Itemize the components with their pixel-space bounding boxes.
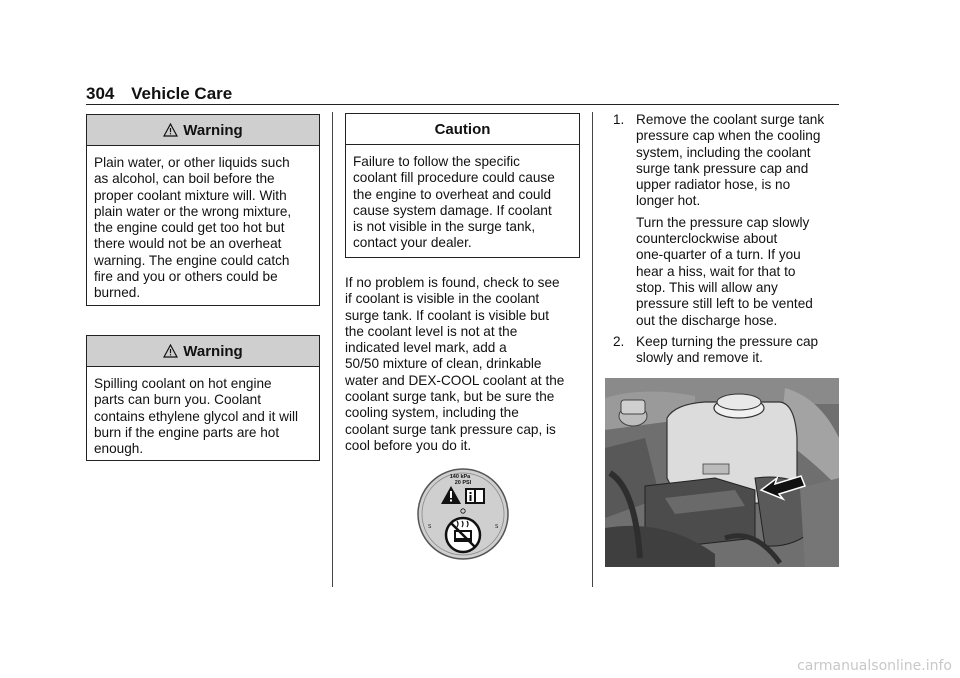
do-not-open-hot-icon bbox=[446, 518, 480, 552]
caution-box bbox=[345, 113, 580, 258]
coolant-check-paragraph: If no problem is found, check to see if coolant is visible in the coolant surge tank. If coolant is visible but the coolant level is not at the indicated level mark, add a 50/50 mixture of clean, drinkable water and DEX-COOL coolant at the coolant surge tank, but be sure the cooling system, including the coolant surge tank pressure cap, is cool before you do it. bbox=[345, 275, 565, 453]
step-1: 1. Remove the coolant surge tank pressure cap when the cooling system, including the coolant surge tank pressure cap and upper radiator hose, is no longer hot. Turn the pressure cap slowly counterclockwise about one-quarter of a turn. If you hear a hiss, wait for that to stop. This will allow any pressure still left to be vented out the discharge hose. bbox=[613, 112, 825, 328]
manual-book-icon bbox=[465, 488, 485, 504]
page-number: 304 bbox=[86, 84, 115, 103]
coolant-surge-tank-photo bbox=[605, 378, 839, 572]
watermark: carmanualsonline.info bbox=[797, 658, 952, 674]
step-number: 2. bbox=[613, 333, 625, 349]
page-header bbox=[86, 84, 232, 104]
step-number: 1. bbox=[613, 112, 625, 127]
header-rule bbox=[86, 104, 839, 105]
procedure-steps bbox=[605, 112, 845, 371]
step-2: 2. Keep turning the pressure cap slowly and remove it. bbox=[613, 333, 819, 366]
caution-box-text: Failure to follow the specific coolant fill procedure could cause the engine to overheat and could cause system damage. If coolant is not visible in the surge tank, contact your dealer. bbox=[353, 154, 555, 251]
svg-text:S: S bbox=[495, 524, 499, 530]
warning-box-1-text: Plain water, or other liquids such as alcohol, can boil before the proper coolant mixture will. With plain water or the wrong mixture, the engine could get too hot but there would not be an overheat warning. The engine could catch fire and you or others could be burned. bbox=[94, 155, 292, 301]
cap-pressure-psi: 20 PSI bbox=[454, 480, 472, 486]
warning-icon bbox=[163, 344, 178, 358]
section-title: Vehicle Care bbox=[131, 84, 233, 103]
warning-icon bbox=[163, 123, 178, 137]
warning-box-2 bbox=[86, 335, 320, 461]
column-divider-right bbox=[592, 112, 593, 587]
cap-pressure-kpa: 140 kPa bbox=[449, 474, 471, 480]
warning-box-1 bbox=[86, 114, 320, 306]
warning-box-1-title: Warning bbox=[87, 115, 319, 146]
warning-box-2-title: Warning bbox=[87, 336, 319, 367]
warning-box-2-text: Spilling coolant on hot engine parts can burn you. Coolant contains ethylene glycol and it will burn if the engine parts are hot enough. bbox=[94, 376, 299, 457]
caution-box-title: Caution bbox=[346, 114, 579, 145]
svg-text:S: S bbox=[428, 524, 432, 530]
coolant-cap-label-illustration bbox=[416, 467, 510, 566]
column-divider-left bbox=[332, 112, 333, 587]
